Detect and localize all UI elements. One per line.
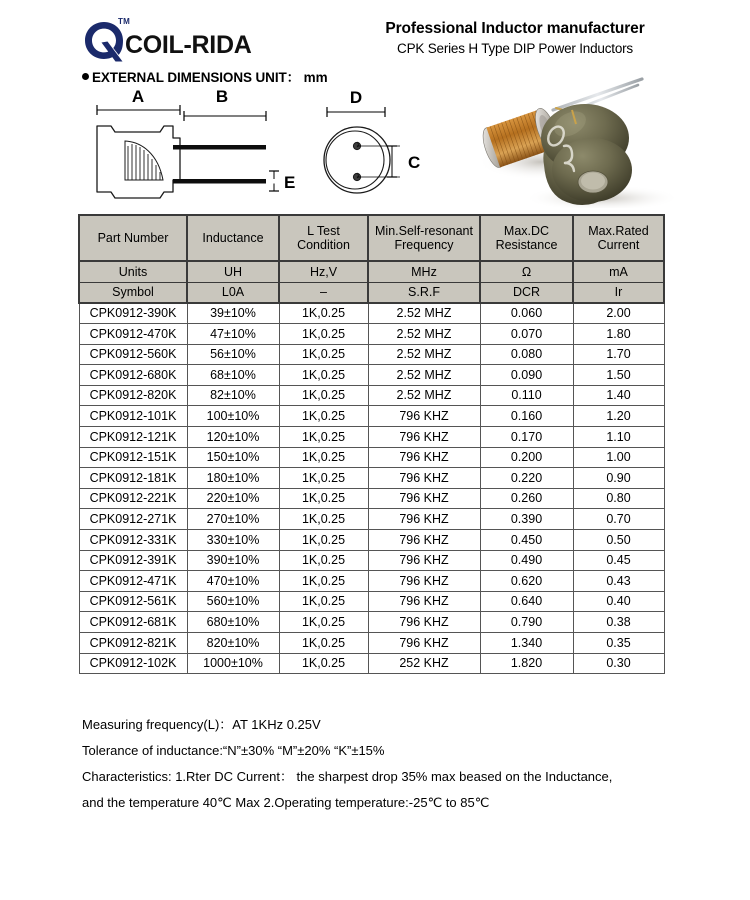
- cell-self-resonant-frequency: 796 KHZ: [368, 612, 480, 633]
- symbol-inductance: L0A: [187, 282, 279, 303]
- cell-dc-resistance: 0.070: [480, 324, 573, 345]
- cell-part-number: CPK0912-151K: [79, 447, 187, 468]
- unit-inductance: UH: [187, 261, 279, 282]
- cell-rated-current: 1.50: [573, 365, 664, 386]
- svg-text:D: D: [349, 88, 363, 107]
- table-row: [79, 488, 664, 509]
- column-header-max-dc-resistance: Max.DC Resistance: [480, 215, 573, 261]
- table-row: [79, 468, 664, 489]
- table-row: [79, 385, 664, 406]
- section-heading-label: EXTERNAL DIMENSIONS UNIT： mm: [92, 70, 328, 85]
- symbol-current: Ir: [573, 282, 664, 303]
- cell-self-resonant-frequency: 2.52 MHZ: [368, 344, 480, 365]
- cell-dc-resistance: 0.080: [480, 344, 573, 365]
- cell-l-test-condition: 1K,0.25: [279, 530, 368, 551]
- cell-part-number: CPK0912-181K: [79, 468, 187, 489]
- brand-logo: [82, 19, 251, 63]
- cell-rated-current: 2.00: [573, 303, 664, 324]
- table-row: [79, 365, 664, 386]
- page-subtitle: CPK Series H Type DIP Power Inductors: [397, 41, 633, 56]
- table-row: [79, 571, 664, 592]
- cell-self-resonant-frequency: 796 KHZ: [368, 509, 480, 530]
- cell-dc-resistance: 1.820: [480, 653, 573, 674]
- svg-text:A: A: [131, 87, 145, 106]
- cell-inductance: 150±10%: [187, 447, 279, 468]
- cell-self-resonant-frequency: 2.52 MHZ: [368, 365, 480, 386]
- cell-inductance: 270±10%: [187, 509, 279, 530]
- cell-part-number: CPK0912-390K: [79, 303, 187, 324]
- cell-inductance: 47±10%: [187, 324, 279, 345]
- cell-dc-resistance: 0.170: [480, 427, 573, 448]
- cell-inductance: 820±10%: [187, 633, 279, 654]
- column-header-max-rated-current: Max.Rated Current: [573, 215, 664, 261]
- table-units-row: [79, 261, 664, 282]
- symbol-label: Symbol: [79, 282, 187, 303]
- cell-l-test-condition: 1K,0.25: [279, 365, 368, 386]
- table-row: [79, 530, 664, 551]
- cell-self-resonant-frequency: 796 KHZ: [368, 406, 480, 427]
- table-row: [79, 427, 664, 448]
- cell-self-resonant-frequency: 796 KHZ: [368, 447, 480, 468]
- cell-part-number: CPK0912-470K: [79, 324, 187, 345]
- note-characteristics-line1: Characteristics: 1.Rter DC Current： the sharpest drop 35% max beased on the Inductance,: [82, 769, 613, 784]
- cell-inductance: 100±10%: [187, 406, 279, 427]
- specifications-table: [78, 214, 665, 674]
- column-header-l-test-condition: L Test Condition: [279, 215, 368, 261]
- cell-dc-resistance: 0.620: [480, 571, 573, 592]
- cell-part-number: CPK0912-471K: [79, 571, 187, 592]
- unit-l-test-condition: Hz,V: [279, 261, 368, 282]
- symbol-resistance: DCR: [480, 282, 573, 303]
- note-measuring-frequency: Measuring frequency(L)：AT 1KHz 0.25V: [82, 717, 321, 732]
- cell-part-number: CPK0912-820K: [79, 385, 187, 406]
- table-row: [79, 324, 664, 345]
- cell-rated-current: 0.50: [573, 530, 664, 551]
- symbol-l-test-condition: –: [279, 282, 368, 303]
- cell-part-number: CPK0912-271K: [79, 509, 187, 530]
- cell-l-test-condition: 1K,0.25: [279, 488, 368, 509]
- cell-self-resonant-frequency: 2.52 MHZ: [368, 303, 480, 324]
- cell-l-test-condition: 1K,0.25: [279, 591, 368, 612]
- cell-l-test-condition: 1K,0.25: [279, 303, 368, 324]
- cell-dc-resistance: 0.260: [480, 488, 573, 509]
- cell-rated-current: 0.35: [573, 633, 664, 654]
- cell-self-resonant-frequency: 796 KHZ: [368, 591, 480, 612]
- cell-dc-resistance: 0.160: [480, 406, 573, 427]
- cell-l-test-condition: 1K,0.25: [279, 550, 368, 571]
- cell-self-resonant-frequency: 796 KHZ: [368, 530, 480, 551]
- cell-rated-current: 0.70: [573, 509, 664, 530]
- table-row: [79, 344, 664, 365]
- note-characteristics-line2: and the temperature 40℃ Max 2.Operating temperature:-25℃ to 85℃: [82, 795, 490, 810]
- cell-part-number: CPK0912-221K: [79, 488, 187, 509]
- cell-inductance: 56±10%: [187, 344, 279, 365]
- table-row: [79, 406, 664, 427]
- cell-inductance: 470±10%: [187, 571, 279, 592]
- table-body: [79, 303, 664, 674]
- cell-l-test-condition: 1K,0.25: [279, 344, 368, 365]
- cell-l-test-condition: 1K,0.25: [279, 468, 368, 489]
- unit-current: mA: [573, 261, 664, 282]
- cell-rated-current: 1.00: [573, 447, 664, 468]
- bullet-icon: [82, 73, 89, 80]
- q-logo-icon: [82, 17, 130, 63]
- cell-dc-resistance: 0.390: [480, 509, 573, 530]
- cell-l-test-condition: 1K,0.25: [279, 653, 368, 674]
- cell-inductance: 82±10%: [187, 385, 279, 406]
- cell-self-resonant-frequency: 796 KHZ: [368, 633, 480, 654]
- product-photo: [452, 62, 748, 208]
- cell-rated-current: 0.38: [573, 612, 664, 633]
- column-header-inductance: Inductance: [187, 215, 279, 261]
- cell-part-number: CPK0912-121K: [79, 427, 187, 448]
- cell-l-test-condition: 1K,0.25: [279, 324, 368, 345]
- cell-rated-current: 0.43: [573, 571, 664, 592]
- cell-rated-current: 0.40: [573, 591, 664, 612]
- cell-part-number: CPK0912-561K: [79, 591, 187, 612]
- cell-dc-resistance: 0.090: [480, 365, 573, 386]
- cell-inductance: 680±10%: [187, 612, 279, 633]
- cell-dc-resistance: 0.790: [480, 612, 573, 633]
- cell-dc-resistance: 1.340: [480, 633, 573, 654]
- cell-part-number: CPK0912-821K: [79, 633, 187, 654]
- unit-frequency: MHz: [368, 261, 480, 282]
- page-header: [0, 0, 750, 62]
- cell-inductance: 560±10%: [187, 591, 279, 612]
- cell-self-resonant-frequency: 796 KHZ: [368, 488, 480, 509]
- table-symbols-row: [79, 282, 664, 303]
- table-row: [79, 509, 664, 530]
- cell-rated-current: 1.80: [573, 324, 664, 345]
- cell-rated-current: 0.45: [573, 550, 664, 571]
- cell-l-test-condition: 1K,0.25: [279, 509, 368, 530]
- table-row: [79, 447, 664, 468]
- cell-dc-resistance: 0.060: [480, 303, 573, 324]
- cell-l-test-condition: 1K,0.25: [279, 406, 368, 427]
- cell-part-number: CPK0912-102K: [79, 653, 187, 674]
- cell-self-resonant-frequency: 796 KHZ: [368, 468, 480, 489]
- cell-rated-current: 0.30: [573, 653, 664, 674]
- table-row: [79, 303, 664, 324]
- cell-l-test-condition: 1K,0.25: [279, 427, 368, 448]
- table-row: [79, 633, 664, 654]
- cell-part-number: CPK0912-560K: [79, 344, 187, 365]
- cell-self-resonant-frequency: 2.52 MHZ: [368, 385, 480, 406]
- cell-dc-resistance: 0.640: [480, 591, 573, 612]
- cell-rated-current: 1.10: [573, 427, 664, 448]
- svg-text:E: E: [284, 173, 296, 192]
- table-row: [79, 550, 664, 571]
- symbol-frequency: S.R.F: [368, 282, 480, 303]
- cell-rated-current: 0.90: [573, 468, 664, 489]
- cell-rated-current: 1.70: [573, 344, 664, 365]
- cell-l-test-condition: 1K,0.25: [279, 447, 368, 468]
- cell-self-resonant-frequency: 796 KHZ: [368, 550, 480, 571]
- page-title: Professional Inductor manufacturer: [385, 20, 645, 37]
- cell-inductance: 330±10%: [187, 530, 279, 551]
- table-header: [79, 215, 664, 303]
- table-row: [79, 591, 664, 612]
- trademark-label: TM: [118, 17, 130, 26]
- cell-inductance: 39±10%: [187, 303, 279, 324]
- cell-rated-current: 1.40: [573, 385, 664, 406]
- cell-self-resonant-frequency: 2.52 MHZ: [368, 324, 480, 345]
- dimension-drawings: [70, 84, 470, 204]
- svg-text:C: C: [408, 153, 421, 172]
- cell-dc-resistance: 0.110: [480, 385, 573, 406]
- cell-inductance: 390±10%: [187, 550, 279, 571]
- cell-l-test-condition: 1K,0.25: [279, 612, 368, 633]
- cell-dc-resistance: 0.220: [480, 468, 573, 489]
- unit-resistance: Ω: [480, 261, 573, 282]
- cell-dc-resistance: 0.200: [480, 447, 573, 468]
- cell-part-number: CPK0912-101K: [79, 406, 187, 427]
- column-header-part-number: Part Number: [79, 215, 187, 261]
- cell-rated-current: 1.20: [573, 406, 664, 427]
- cell-l-test-condition: 1K,0.25: [279, 571, 368, 592]
- cell-self-resonant-frequency: 252 KHZ: [368, 653, 480, 674]
- cell-inductance: 220±10%: [187, 488, 279, 509]
- cell-self-resonant-frequency: 796 KHZ: [368, 571, 480, 592]
- cell-part-number: CPK0912-391K: [79, 550, 187, 571]
- brand-name: COIL-RIDA: [125, 31, 252, 59]
- cell-inductance: 180±10%: [187, 468, 279, 489]
- cell-part-number: CPK0912-331K: [79, 530, 187, 551]
- cell-l-test-condition: 1K,0.25: [279, 385, 368, 406]
- cell-rated-current: 0.80: [573, 488, 664, 509]
- cell-part-number: CPK0912-681K: [79, 612, 187, 633]
- svg-text:B: B: [215, 87, 229, 106]
- footnotes: [82, 712, 722, 816]
- cell-inductance: 1000±10%: [187, 653, 279, 674]
- cell-dc-resistance: 0.450: [480, 530, 573, 551]
- cell-dc-resistance: 0.490: [480, 550, 573, 571]
- table-row: [79, 653, 664, 674]
- cell-self-resonant-frequency: 796 KHZ: [368, 427, 480, 448]
- cell-part-number: CPK0912-680K: [79, 365, 187, 386]
- cell-l-test-condition: 1K,0.25: [279, 633, 368, 654]
- column-header-min-self-resonant-frequency: Min.Self-resonant Frequency: [368, 215, 480, 261]
- note-tolerance: Tolerance of inductance:“N”±30% “M”±20% “K”±15%: [82, 743, 385, 758]
- cell-inductance: 120±10%: [187, 427, 279, 448]
- table-header-row: [79, 215, 664, 261]
- cell-inductance: 68±10%: [187, 365, 279, 386]
- table-row: [79, 612, 664, 633]
- units-label: Units: [79, 261, 187, 282]
- section-heading-external-dimensions: [82, 66, 327, 86]
